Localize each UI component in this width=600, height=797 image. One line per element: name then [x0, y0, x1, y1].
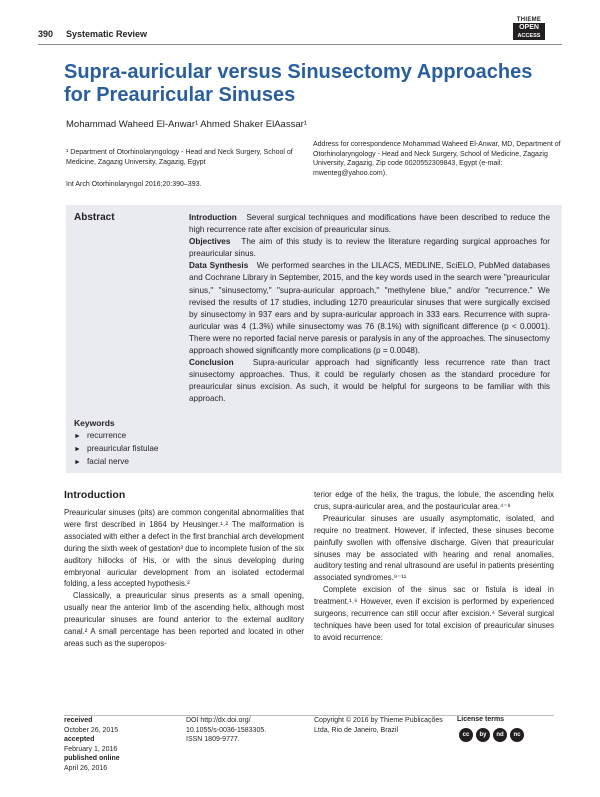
- logo-access: ACCESS: [513, 33, 545, 40]
- correspondence-address: Address for correspondence Mohammad Waheed El-Anwar, MD, Department of Otorhinolaryngology - Head and Neck Surgery, School of Medicine, Zagazig University, Zagazig, Zip code 0020552309843, Egypt (e-mail: mwenteg@yahoo.com).: [313, 141, 561, 177]
- published-date: April 26, 2016: [64, 764, 108, 772]
- body-column-left: [64, 507, 304, 650]
- abstract-introduction-text: Several surgical techniques and modifications have been described to reduce the high recurrence rate after excision of preauricular sinus.: [189, 213, 551, 235]
- keyword-text: recurrence: [87, 431, 127, 440]
- article-title: Supra-auricular versus Sinusectomy Approaches for Preauricular Sinuses: [64, 61, 533, 106]
- body-column-right: [314, 489, 554, 644]
- abstract-data-synthesis: [189, 260, 550, 357]
- keyword-text: facial nerve: [87, 457, 129, 467]
- abstract-objectives: [189, 236, 550, 260]
- article-dates: [64, 716, 120, 773]
- abstract-objectives-text: The aim of this study is to review the literature regarding surgical approaches for preauricular sinus.: [189, 237, 551, 259]
- header-divider: [38, 44, 562, 45]
- paragraph: terior edge of the helix, the tragus, the lobule, the ascending helix crus, supra-auricular area, and the postauricular area.⁴⁻⁸: [314, 490, 554, 511]
- accepted-date: February 1, 2016: [64, 745, 118, 753]
- paragraph: Complete excision of the sinus sac or fistula is ideal in treatment.¹˒⁶ However, even if excision is performed by experienced surgeons, recurrence can still occur after excision.⁴ Several surgical techniques have been used for total excision of preauricular sinuses to avoid recurrence:: [314, 585, 554, 642]
- abstract-data-synthesis-label: Data Synthesis: [189, 261, 249, 271]
- cc-nc-icon: nc: [510, 728, 524, 742]
- keyword-item: [74, 456, 158, 469]
- doi-line: DOI http://dx.doi.org/: [186, 717, 251, 724]
- copyright-notice: [314, 716, 443, 735]
- page-number: 390: [38, 29, 54, 39]
- license-terms-link[interactable]: License terms: [457, 716, 505, 723]
- section-heading-introduction: Introduction: [64, 489, 126, 501]
- citation: Int Arch Otorhinolaryngol 2016;20:390–393.: [66, 181, 202, 188]
- published-label: published online: [64, 755, 120, 762]
- received-date: October 26, 2015: [64, 726, 119, 734]
- abstract-objectives-label: Objectives: [189, 237, 231, 247]
- affiliation: ¹ Department of Otorhinolaryngology - Head and Neck Surgery, School of Medicine, Zagazig University, Zagazig, Egypt: [66, 149, 293, 166]
- copyright-line: Ltda, Rio de Janeiro, Brazil: [314, 726, 399, 734]
- author-list: Mohammad Waheed El-Anwar¹ Ahmed Shaker ElAassar¹: [66, 119, 307, 130]
- keywords-list: [74, 430, 158, 469]
- issn: ISSN 1809-9777.: [186, 736, 240, 743]
- received-label: received: [64, 717, 93, 724]
- paragraph: Preauricular sinuses are usually asymptomatic, isolated, and require no treatment. However, if infected, these sinuses become painfully swollen with offensive discharge. Given that preauricular sinuses may be associated with hearing and renal anomalies, auditory testing and renal ultrasound are useful in patients presenting associated syndromes.⁹⁻¹¹: [314, 513, 554, 583]
- arrow-icon: ►: [74, 446, 81, 454]
- doi-link[interactable]: 10.1055/s-0036-1583305.: [186, 726, 267, 734]
- abstract-heading: Abstract: [74, 212, 115, 223]
- abstract-conclusion-text: Supra-auricular approach had significantly less recurrence rate than tract sinusectomy approaches. Thus, it could be regularly chosen as the standard procedure for preauricular sinus excision. As such, it would be helpful for surgeons to be familiar with this approach.: [189, 358, 550, 404]
- paragraph: Classically, a preauricular sinus presents as a small opening, usually near the anterior limb of the ascending helix, although most preauricular sinuses are found anterior to the external auditory canal.² A small percentage has been reported and located in other areas such as the superopos-: [64, 591, 304, 648]
- doi-block: [186, 716, 266, 745]
- section-label: Systematic Review: [66, 29, 148, 39]
- keyword-item: [74, 430, 158, 443]
- arrow-icon: ►: [74, 459, 81, 467]
- keywords-heading: Keywords: [74, 418, 115, 428]
- keyword-text: preauricular fistulae: [87, 444, 159, 454]
- paragraph: Preauricular sinuses (pits) are common congenital abnormalities that were first described in 1864 by Heusinger.¹˒² The malformation is associated with either a defect in the first branchial arch development during the sixth week of gestation³ due to incomplete fusion of the six auditory hillocks of His, or with the sinus developing during embryonal auricular development from an isolated ectodermal folding, a less accepted hypothesis.²: [64, 508, 304, 589]
- creative-commons-icons: [459, 728, 524, 742]
- abstract-data-synthesis-text: We performed searches in the LILACS, MEDLINE, SciELO, PubMed databases and Cochrane Library in September, 2015, and the key words used in the search were "preauricular sinus," "sinusectomy," "supra-auricular approach," "methylene blue," and/or "recurrence." We revised the results of 17 studies, including 1270 preauricular sinuses that were surgically excised by sinusectomy in 937 ears and by supra-auricular approach in 333 ears. Recurrence with supra-auricular was 4 (1.3%) while sinusectomy was 76 (8.1%) with significant difference (p < 0.0001). There were no reported facial nerve paresis or paralysis in any of the approaches. The sinusectomy approach showed significantly more complications (p = 0.0048).: [189, 261, 550, 356]
- abstract-introduction-label: Introduction: [189, 213, 237, 222]
- cc-by-icon: by: [476, 728, 490, 742]
- cc-nd-icon: nd: [493, 728, 507, 742]
- copyright-line: Copyright © 2016 by Thieme Publicações: [314, 717, 443, 724]
- cc-icon: cc: [459, 728, 473, 742]
- arrow-icon: ►: [74, 433, 81, 440]
- abstract-conclusion: [189, 357, 550, 405]
- keyword-item: [74, 443, 158, 456]
- abstract-body: [189, 212, 550, 406]
- abstract-introduction: [189, 212, 550, 236]
- accepted-label: accepted: [64, 736, 95, 743]
- abstract-conclusion-label: Conclusion: [189, 358, 234, 368]
- logo-publisher: THIEME: [516, 17, 542, 23]
- logo-open: OPEN: [513, 23, 545, 33]
- thieme-open-access-logo: [513, 17, 545, 40]
